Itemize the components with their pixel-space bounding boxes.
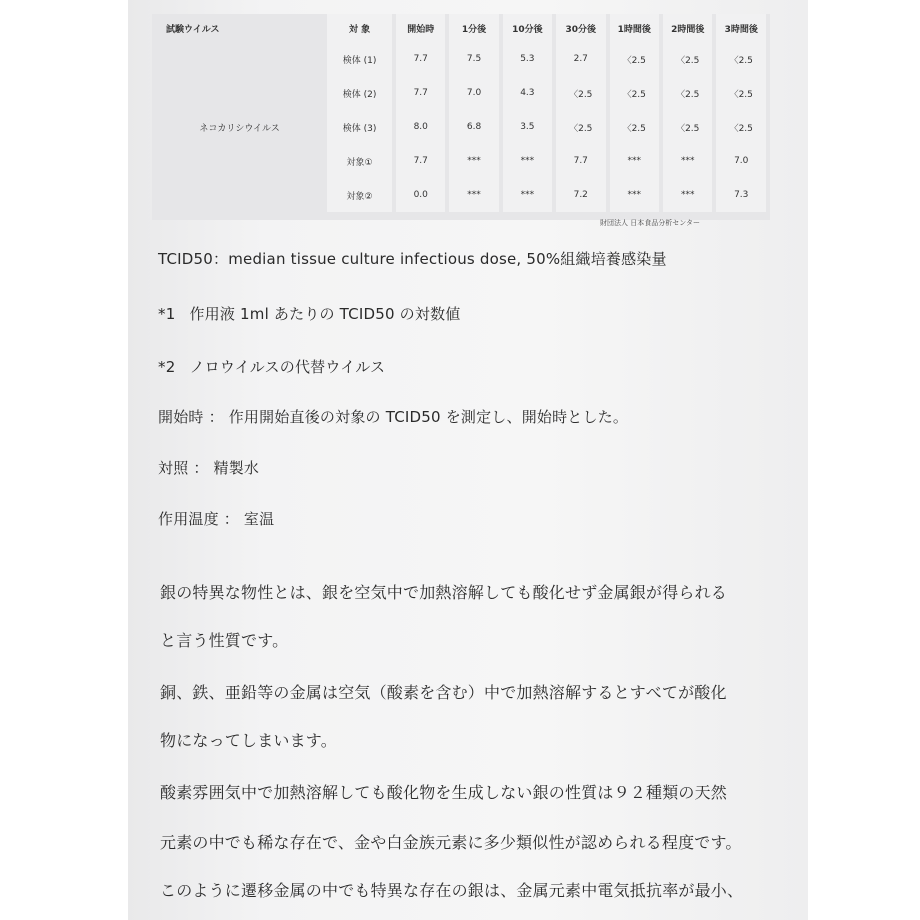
test-results-table — [152, 14, 770, 212]
body-line: 銅、鉄、亜鉛等の金属は空気（酸素を含む）中で加熱溶解するとすべてが酸化 — [160, 683, 727, 702]
note-2-text: ノロウイルスの代替ウイルス — [189, 358, 386, 376]
table-cell: *** — [503, 178, 552, 212]
table-cell: 〈2.5 — [663, 76, 712, 110]
table-cell: 〈2.5 — [716, 110, 766, 144]
table-cell: 7.3 — [716, 178, 766, 212]
table-cell: 〈2.5 — [610, 110, 659, 144]
table-cell: 7.0 — [716, 144, 766, 178]
table-cell: 6.8 — [449, 110, 498, 144]
body-line: 元素の中でも稀な存在で、金や白金族元素に多少類似性が認められる程度です。 — [160, 833, 742, 852]
col-header-10min: 10分後 — [503, 14, 552, 42]
col-header-30min: 30分後 — [556, 14, 605, 42]
note-1-mark: *1 — [158, 305, 176, 323]
body-line: 銀の特異な物性とは、銀を空気中で加熱溶解しても酸化せず金属銀が得られる — [160, 583, 728, 602]
table-cell: 〈2.5 — [716, 42, 766, 76]
body-line: 酸素雰囲気中で加熱溶解しても酸化物を生成しない銀の性質は９２種類の天然 — [160, 783, 728, 802]
row-label: 検体 (1) — [327, 42, 392, 76]
table-cell: *** — [503, 144, 552, 178]
col-header-1min: 1分後 — [449, 14, 498, 42]
table-cell: *** — [610, 144, 659, 178]
table-cell: *** — [663, 144, 712, 178]
test-virus-header: 試験ウイルス — [166, 24, 220, 35]
col-header-target: 対 象 — [327, 14, 392, 42]
body-line: 物になってしまいます。 — [160, 731, 337, 750]
control-definition: 対照 ： 精製水 — [158, 459, 260, 477]
note-2 — [158, 356, 385, 377]
table-cell: 5.3 — [503, 42, 552, 76]
note-1-text: 作用液 1ml あたりの TCID50 の対数値 — [189, 305, 461, 323]
table-row — [156, 42, 766, 76]
temperature-definition: 作用温度 ： 室温 — [158, 510, 275, 528]
row-label: 対象① — [327, 144, 392, 178]
table-cell: *** — [663, 178, 712, 212]
table-cell: 2.7 — [556, 42, 605, 76]
table-cell: *** — [449, 144, 498, 178]
table-cell: *** — [449, 178, 498, 212]
table-cell: 7.7 — [556, 144, 605, 178]
row-label: 対象② — [327, 178, 392, 212]
row-label: 検体 (3) — [327, 110, 392, 144]
col-header-2hour: 2時間後 — [663, 14, 712, 42]
col-header-start: 開始時 — [396, 14, 445, 42]
table-cell: 7.7 — [396, 144, 445, 178]
table-cell: 〈2.5 — [556, 110, 605, 144]
test-results-table-panel — [152, 14, 770, 220]
table-cell: 〈2.5 — [663, 110, 712, 144]
table-cell: 7.7 — [396, 42, 445, 76]
table-cell: 8.0 — [396, 110, 445, 144]
table-cell: 7.0 — [449, 76, 498, 110]
col-header-3hour: 3時間後 — [716, 14, 766, 42]
virus-name: ネコカリシウイルス — [199, 123, 280, 134]
table-cell: 7.5 — [449, 42, 498, 76]
table-cell: 0.0 — [396, 178, 445, 212]
body-line: と言う性質です。 — [160, 631, 289, 650]
row-label: 検体 (2) — [327, 76, 392, 110]
table-cell: 3.5 — [503, 110, 552, 144]
table-cell: 4.3 — [503, 76, 552, 110]
tcid50-definition: TCID50：median tissue culture infectious dose, 50%組織培養感染量 — [158, 250, 667, 268]
table-cell: 7.7 — [396, 76, 445, 110]
body-line: このように遷移金属の中でも特異な存在の銀は、金属元素中電気抵抗率が最小、 — [160, 881, 744, 900]
note-1 — [158, 303, 460, 324]
table-cell: 〈2.5 — [716, 76, 766, 110]
col-header-1hour: 1時間後 — [610, 14, 659, 42]
table-cell: 〈2.5 — [663, 42, 712, 76]
table-source: 財団法人 日本食品分析センター — [600, 219, 700, 227]
table-cell: 〈2.5 — [556, 76, 605, 110]
table-cell: 7.2 — [556, 178, 605, 212]
table-cell: 〈2.5 — [610, 42, 659, 76]
table-cell: 〈2.5 — [610, 76, 659, 110]
note-2-mark: *2 — [158, 358, 176, 376]
table-cell: *** — [610, 178, 659, 212]
start-definition: 開始時 ： 作用開始直後の対象の TCID50 を測定し、開始時とした。 — [158, 408, 629, 426]
